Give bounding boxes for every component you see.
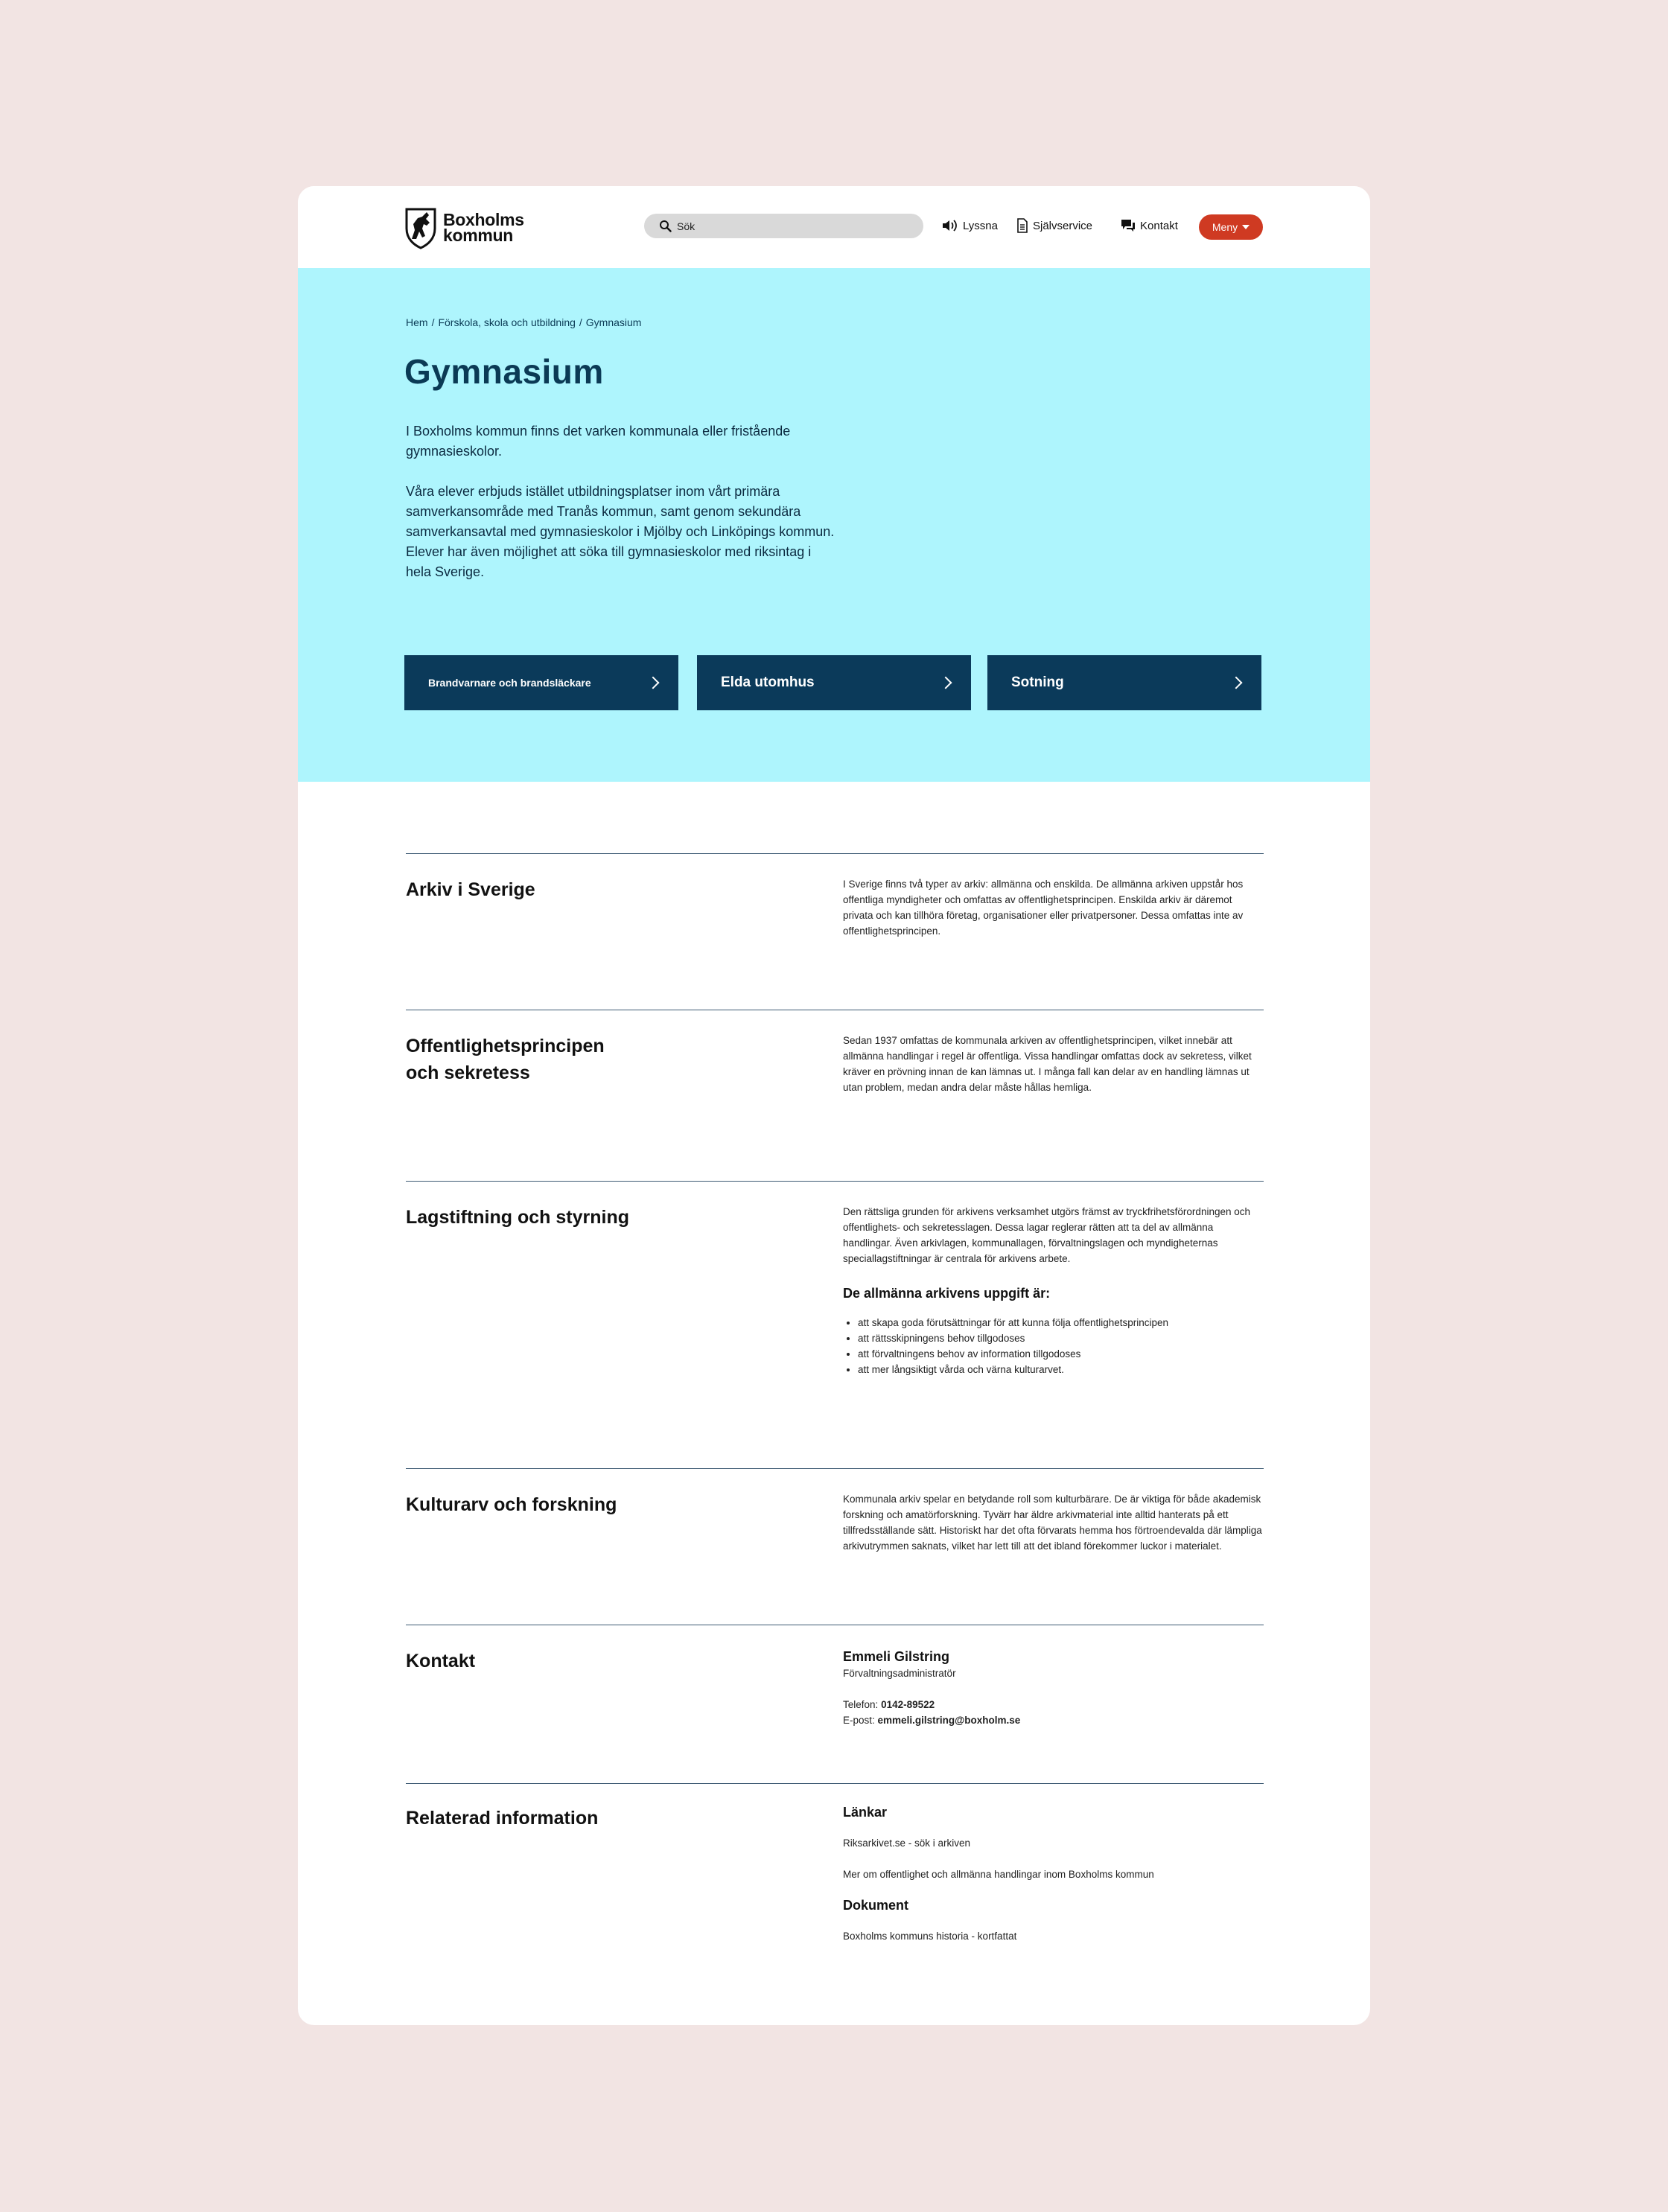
logo-line2: kommun [443, 226, 514, 245]
section-kontakt [406, 1625, 1264, 1774]
phone-label: Telefon: [843, 1699, 879, 1710]
intro-paragraph-1: I Boxholms kommun finns det varken kommunala eller fristående gymnasieskolor. [406, 424, 791, 459]
menu-button[interactable] [1199, 214, 1263, 240]
section-text: Sedan 1937 omfattas de kommunala arkiven av offentlighetsprincipen, vilket innebär att allmänna handlingar i regel är offentliga. Vissa handlingar omfattas dock av sekretess, vilket kräver en prövning innan de kan lämnas ut. I många fall kan delar av en handling lämnas ut utan problem, medan andra delar måste hållas hemliga. [843, 1035, 1252, 1093]
tile-label: Sotning [1011, 675, 1064, 690]
tile-brandvarnare[interactable] [404, 655, 678, 710]
list-item: • att förvaltningens behov av information tillgodoses [858, 1346, 1264, 1362]
page-title: Gymnasium [404, 352, 604, 391]
doc-historia[interactable]: Boxholms kommuns historia - kortfattat [843, 1931, 1017, 1942]
section-title: Lagstiftning och styrning [406, 1207, 629, 1228]
nav-listen[interactable] [942, 216, 998, 235]
chat-bubbles-icon [1121, 219, 1136, 232]
contact-name: Emmeli Gilstring [843, 1649, 950, 1664]
chevron-right-icon [1230, 677, 1243, 689]
contact-card [843, 1648, 1264, 1728]
search-input[interactable] [677, 214, 908, 238]
section-title-line2: och sekretess [406, 1062, 530, 1083]
section-body [843, 1033, 1264, 1095]
links-heading: Länkar [843, 1805, 888, 1820]
section-arkiv [406, 853, 1264, 1003]
site-header [298, 186, 1370, 268]
section-offentlighet [406, 1010, 1264, 1174]
intro-text [406, 421, 838, 602]
tile-elda-utomhus[interactable] [697, 655, 971, 710]
email-address[interactable]: emmeli.gilstring@boxholm.se [877, 1715, 1021, 1726]
section-subheading: De allmänna arkivens uppgift är: [843, 1286, 1051, 1301]
task-list [843, 1315, 1264, 1377]
section-text: Kommunala arkiv spelar en betydande roll som kulturbärare. De är viktiga för både akademisk forskning och amatörforskning. Tyvärr har äldre arkivmaterial inte alltid hanterats på ett tillfredsställande sätt. Historiskt har det ofta förvarats hemma hos förtroendevalda där lämpliga arkivutrymmen saknats, vilket har lett till att det ibland förekommer luckor i materialet. [843, 1494, 1262, 1552]
logo-line1: Boxholms [443, 210, 524, 229]
chevron-right-icon [647, 677, 660, 689]
nav-self-service[interactable] [1016, 216, 1092, 235]
section-text: Den rättsliga grunden för arkivens verksamhet utgörs främst av tryckfrihetsförordningen och offentlighets- och sekretesslagen. Dessa lagar reglerar rätten att ta del av allmänna handlingar. Även arkivlagen, kommunallagen, förvaltningslagen och myndigheternas speciallagstiftningar är centrala för arkivens arbete. [843, 1206, 1250, 1264]
docs-heading: Dokument [843, 1898, 909, 1913]
caret-down-icon [1242, 225, 1250, 229]
tile-label: Elda utomhus [721, 675, 815, 690]
list-item: • att skapa goda förutsättningar för att kunna följa offentlighetsprincipen [858, 1315, 1264, 1330]
nav-contact-label: Kontakt [1140, 219, 1178, 232]
search-icon [659, 220, 672, 232]
speaker-icon [942, 219, 958, 232]
nav-listen-label: Lyssna [963, 219, 998, 232]
breadcrumb [406, 316, 641, 328]
page-card [298, 186, 1370, 2025]
section-title [406, 1033, 674, 1086]
related-links [843, 1805, 1264, 1960]
site-logo[interactable] [404, 205, 524, 250]
tile-sotning[interactable] [987, 655, 1261, 710]
section-relaterad [406, 1783, 1264, 2007]
link-offentlighet[interactable]: Mer om offentlighet och allmänna handlingar inom Boxholms kommun [843, 1869, 1154, 1880]
breadcrumb-separator: / [431, 316, 435, 328]
list-item: • att rättsskipningens behov tillgodoses [858, 1330, 1264, 1346]
section-title: Relaterad information [406, 1808, 599, 1829]
breadcrumb-separator: / [579, 316, 582, 328]
section-body [843, 1204, 1264, 1377]
section-title: Arkiv i Sverige [406, 879, 535, 900]
contact-phone [843, 1697, 1264, 1712]
email-label: E-post: [843, 1715, 875, 1726]
breadcrumb-current: Gymnasium [585, 316, 642, 328]
intro-paragraph-2: Våra elever erbjuds istället utbildningsplatser inom vårt primära samverkansområde med Tranås kommun, samt genom sekundära samverkansavtal med gymnasieskolor i Mjölby och Linköpings kommun. Elever har även möjlighet att söka till gymnasieskolor med riksintag i hela Sverige. [406, 484, 835, 579]
nav-self-service-label: Självservice [1033, 219, 1093, 232]
breadcrumb-home[interactable]: Hem [406, 316, 428, 328]
section-kulturarv [406, 1468, 1264, 1618]
section-title: Kulturarv och forskning [406, 1494, 617, 1515]
tile-label: Brandvarnare och brandsläckare [428, 677, 591, 689]
list-item: • att mer långsiktigt vårda och värna kulturarvet. [858, 1362, 1264, 1377]
section-title: Kontakt [406, 1651, 476, 1671]
section-lagstiftning [406, 1181, 1264, 1464]
logo-text [443, 212, 524, 243]
phone-number[interactable]: 0142-89522 [881, 1699, 935, 1710]
section-text: I Sverige finns två typer av arkiv: allmänna och enskilda. De allmänna arkiven uppstår hos offentliga myndigheter och omfattas av offentlighetsprincipen. Enskilda arkiv är däremot privata och kan tillhöra företag, organisationer eller privatpersoner. Dessa omfattas inte av offentlighetsprincipen. [843, 879, 1244, 937]
section-body [843, 1491, 1264, 1554]
document-icon [1016, 218, 1028, 233]
hero-section [298, 268, 1370, 782]
link-riksarkivet[interactable]: Riksarkivet.se - sök i arkiven [843, 1838, 971, 1849]
search-bar[interactable] [644, 214, 923, 238]
menu-label: Meny [1212, 221, 1238, 233]
section-body [843, 876, 1264, 939]
section-title-line1: Offentlighetsprincipen [406, 1036, 605, 1056]
nav-contact[interactable] [1121, 216, 1178, 235]
contact-email [843, 1712, 1264, 1728]
breadcrumb-school[interactable]: Förskola, skola och utbildning [438, 316, 576, 328]
chevron-right-icon [940, 677, 952, 689]
goat-shield-icon [404, 206, 437, 249]
contact-role: Förvaltningsadministratör [843, 1668, 956, 1679]
